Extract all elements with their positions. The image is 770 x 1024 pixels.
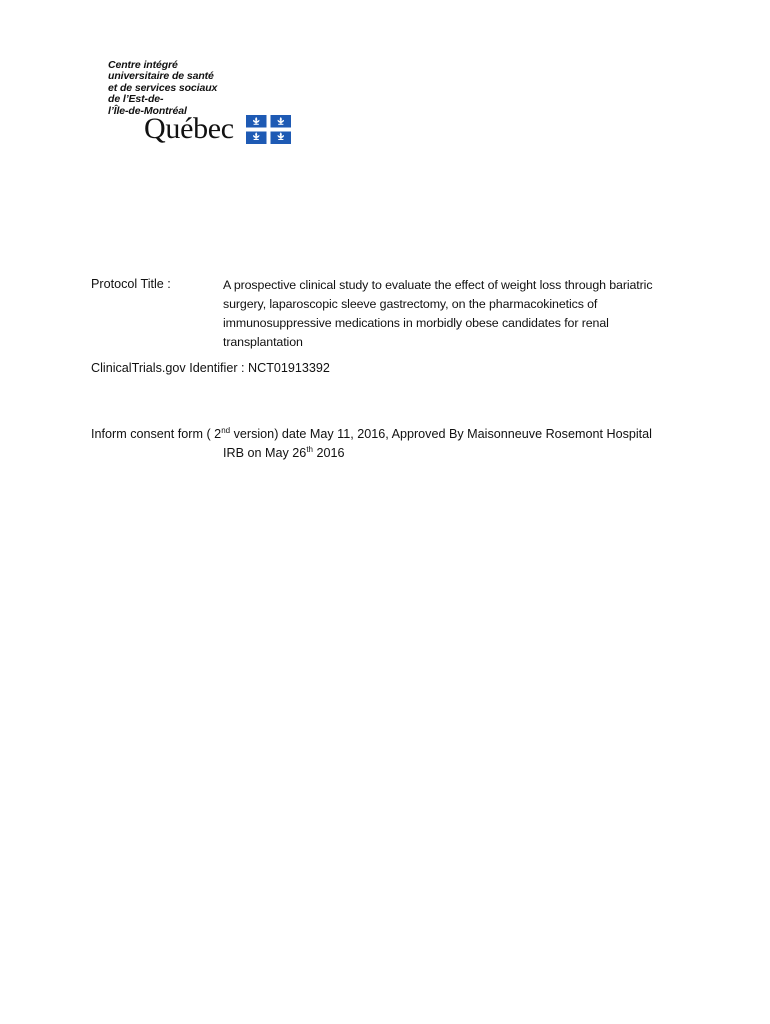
ordinal-suffix: th [306,445,313,454]
irb-approval-line [223,445,345,461]
irb-text-part: 2016 [312,446,345,460]
protocol-title-line: A prospective clinical study to evaluate the effect of weight loss through bariatric [223,278,653,292]
protocol-title-line: immunosuppressive medications in morbidly obese candidates for renal [223,316,609,330]
logo-text [108,60,217,117]
quebec-wordmark: Québec [144,112,234,145]
consent-text-part: version) date May 11, 2016, Approved By Maisonneuve Rosemont Hospital [230,427,652,441]
logo-line: l’Île-de-Montréal [108,104,187,117]
irb-text-part: IRB on May 26 [223,446,307,460]
logo-line: et de services sociaux [108,81,218,94]
clinicaltrials-identifier: ClinicalTrials.gov Identifier : NCT01913392 [91,361,330,375]
protocol-title-line: transplantation [223,335,303,349]
logo-line: de l’Est-de- [108,93,164,106]
ordinal-suffix: nd [221,426,231,435]
consent-form-line [91,426,652,442]
logo-line: Centre intégré [108,59,178,71]
consent-text-part: Inform consent form ( 2 [91,427,222,441]
protocol-title-line: surgery, laparoscopic sleeve gastrectomy, on the pharmacokinetics of [223,297,598,311]
quebec-flag-icon [246,115,291,144]
ciusss-logo [108,60,308,150]
protocol-title-label: Protocol Title : [91,277,171,291]
logo-line: universitaire de santé [108,70,214,83]
protocol-title-text [223,276,683,352]
